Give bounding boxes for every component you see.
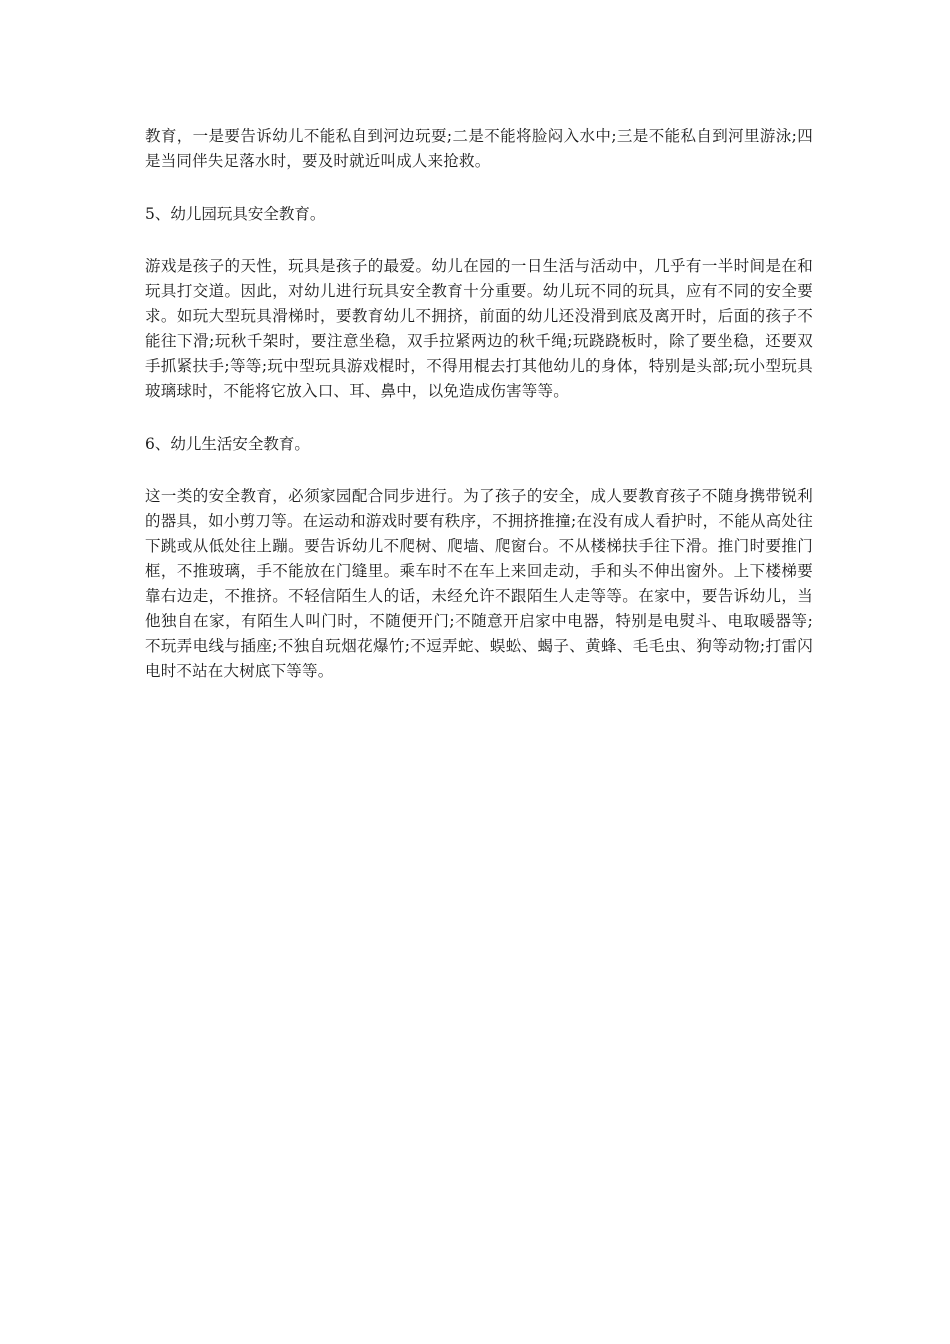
- heading-life-safety: 6、幼儿生活安全教育。: [145, 435, 310, 453]
- paragraph-toy-safety: 游戏是孩子的天性，玩具是孩子的最爱。幼儿在园的一日生活与活动中，几乎有一半时间是在和玩具打交道。因此，对幼儿进行玩具安全教育十分重要。幼儿玩不同的玩具，应有不同的安全要求。如玩大型玩具滑梯时，要教育幼儿不拥挤，前面的幼儿还没滑到底及离开时，后面的孩子不能往下滑;玩秋千架时，要注意坐稳，双手拉紧两边的秋千绳;玩跷跷板时，除了要坐稳，还要双手抓紧扶手;等等;玩中型玩具游戏棍时，不得用棍去打其他幼儿的身体，特别是头部;玩小型玩具玻璃球时，不能将它放入口、耳、鼻中，以免造成伤害等等。: [145, 257, 813, 400]
- heading-toy-safety: 5、幼儿园玩具安全教育。: [145, 205, 326, 223]
- paragraph-life-safety: 这一类的安全教育，必须家园配合同步进行。为了孩子的安全，成人要教育孩子不随身携带锐利的器具，如小剪刀等。在运动和游戏时要有秩序，不拥挤推撞;在没有成人看护时，不能从高处往下跳或从低处往上蹦。要告诉幼儿不爬树、爬墙、爬窗台。不从楼梯扶手往下滑。推门时要推门框，不推玻璃，手不能放在门缝里。乘车时不在车上来回走动，手和头不伸出窗外。上下楼梯要靠右边走，不推挤。不轻信陌生人的话，未经允许不跟陌生人走等等。在家中，要告诉幼儿，当他独自在家，有陌生人叫门时，不随便开门;不随意开启家中电器，特别是电熨斗、电取暖器等;不玩弄电线与插座;不独自玩烟花爆竹;不逗弄蛇、蜈蚣、蝎子、黄蜂、毛毛虫、狗等动物;打雷闪电时不站在大树底下等等。: [145, 487, 813, 680]
- paragraph-water-safety: 教育，一是要告诉幼儿不能私自到河边玩耍;二是不能将脸闷入水中;三是不能私自到河里游泳;四是当同伴失足落水时，要及时就近叫成人来抢救。: [145, 127, 813, 170]
- document-page: [145, 124, 813, 684]
